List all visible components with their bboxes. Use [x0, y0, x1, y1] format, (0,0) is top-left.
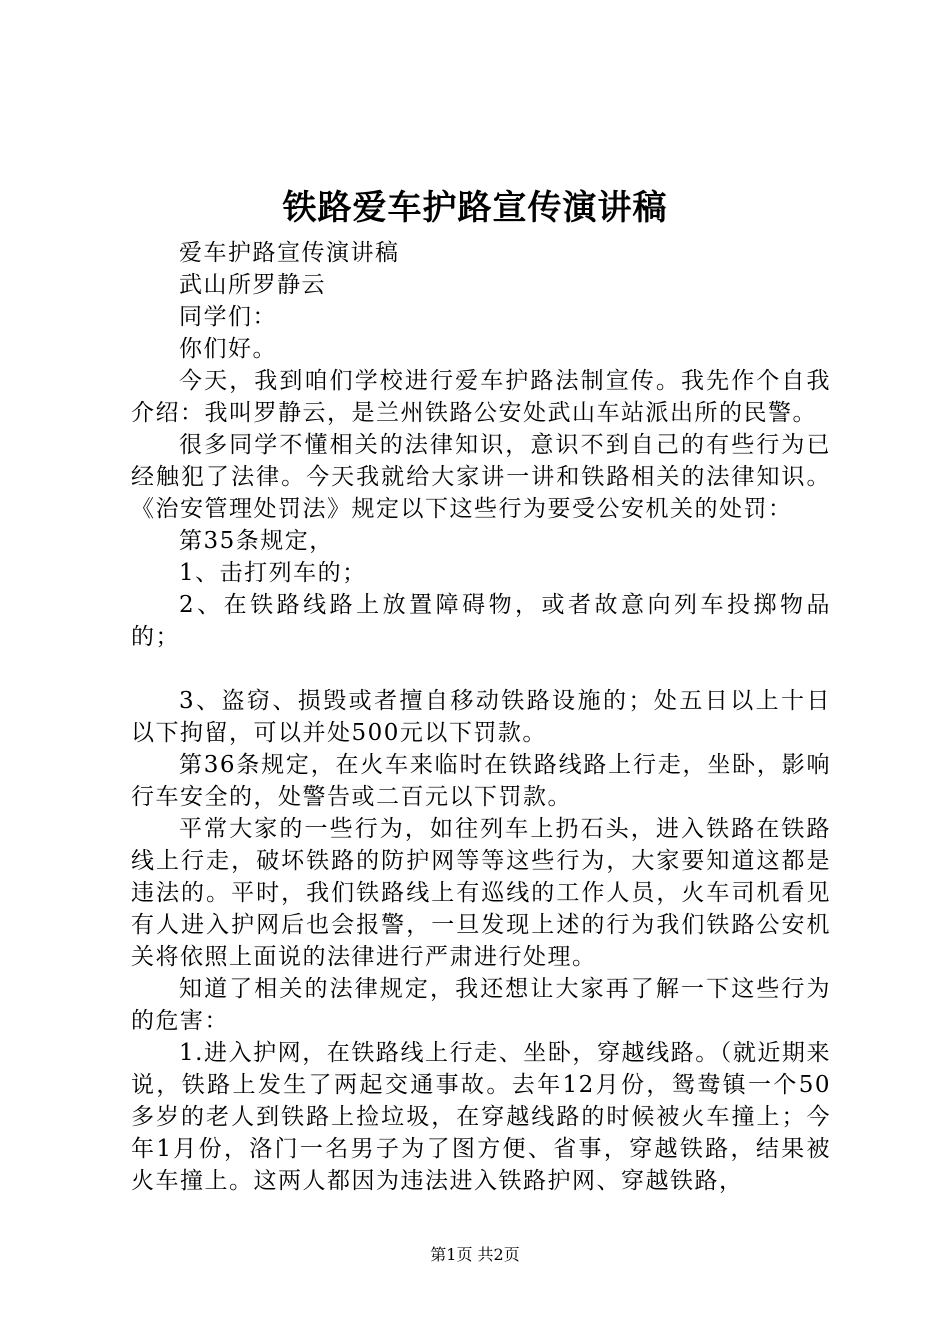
paragraph: 武山所罗静云 [179, 272, 326, 298]
document-body [131, 237, 831, 1197]
paragraph: 第35条规定， [179, 528, 334, 554]
document-title: 铁路爱车护路宣传演讲稿 [282, 188, 668, 228]
paragraph: 今天，我到咱们学校进行爱车护路法制宣传。我先作个自我介绍：我叫罗静云，是兰州铁路公安处武山车站派出所的民警。 [131, 368, 831, 426]
paragraph: 1、击打列车的； [179, 560, 367, 586]
paragraph: 很多同学不懂相关的法律知识，意识不到自己的有些行为已经触犯了法律。今天我就给大家讲一讲和铁路相关的法律知识。《治安管理处罚法》规定以下这些行为要受公安机关的处罚： [131, 432, 831, 522]
paragraph: 2、在铁路线路上放置障碍物，或者故意向列车投掷物品的； [131, 592, 831, 650]
paragraph: 3、盗窃、损毁或者擅自移动铁路设施的；处五日以上十日以下拘留，可以并处500元以下罚款。 [131, 688, 831, 746]
paragraph: 第36条规定，在火车来临时在铁路线路上行走，坐卧，影响行车安全的，处警告或二百元以下罚款。 [131, 752, 831, 810]
paragraph: 知道了相关的法律规定，我还想让大家再了解一下这些行为的危害： [131, 976, 831, 1034]
paragraph: 你们好。 [179, 336, 277, 362]
paragraph: 平常大家的一些行为，如往列车上扔石头，进入铁路在铁路线上行走，破坏铁路的防护网等等这些行为，大家要知道这都是违法的。平时，我们铁路线上有巡线的工作人员，火车司机看见有人进入护网后也会报警，一旦发现上述的行为我们铁路公安机关将依照上面说的法律进行严肃进行处理。 [131, 816, 831, 970]
paragraph: 爱车护路宣传演讲稿 [179, 240, 400, 266]
page-number-footer: 第1页 共2页 [430, 1245, 520, 1264]
paragraph: 同学们： [179, 304, 277, 330]
paragraph: 1.进入护网，在铁路线上行走、坐卧，穿越线路。（就近期来说，铁路上发生了两起交通事故。去年12月份，鸳鸯镇一个50多岁的老人到铁路上捡垃圾，在穿越线路的时候被火车撞上；今年1月份，洛门一名男子为了图方便、省事，穿越铁路，结果被火车撞上。这两人都因为违法进入铁路护网、穿越铁路， [131, 1040, 831, 1194]
